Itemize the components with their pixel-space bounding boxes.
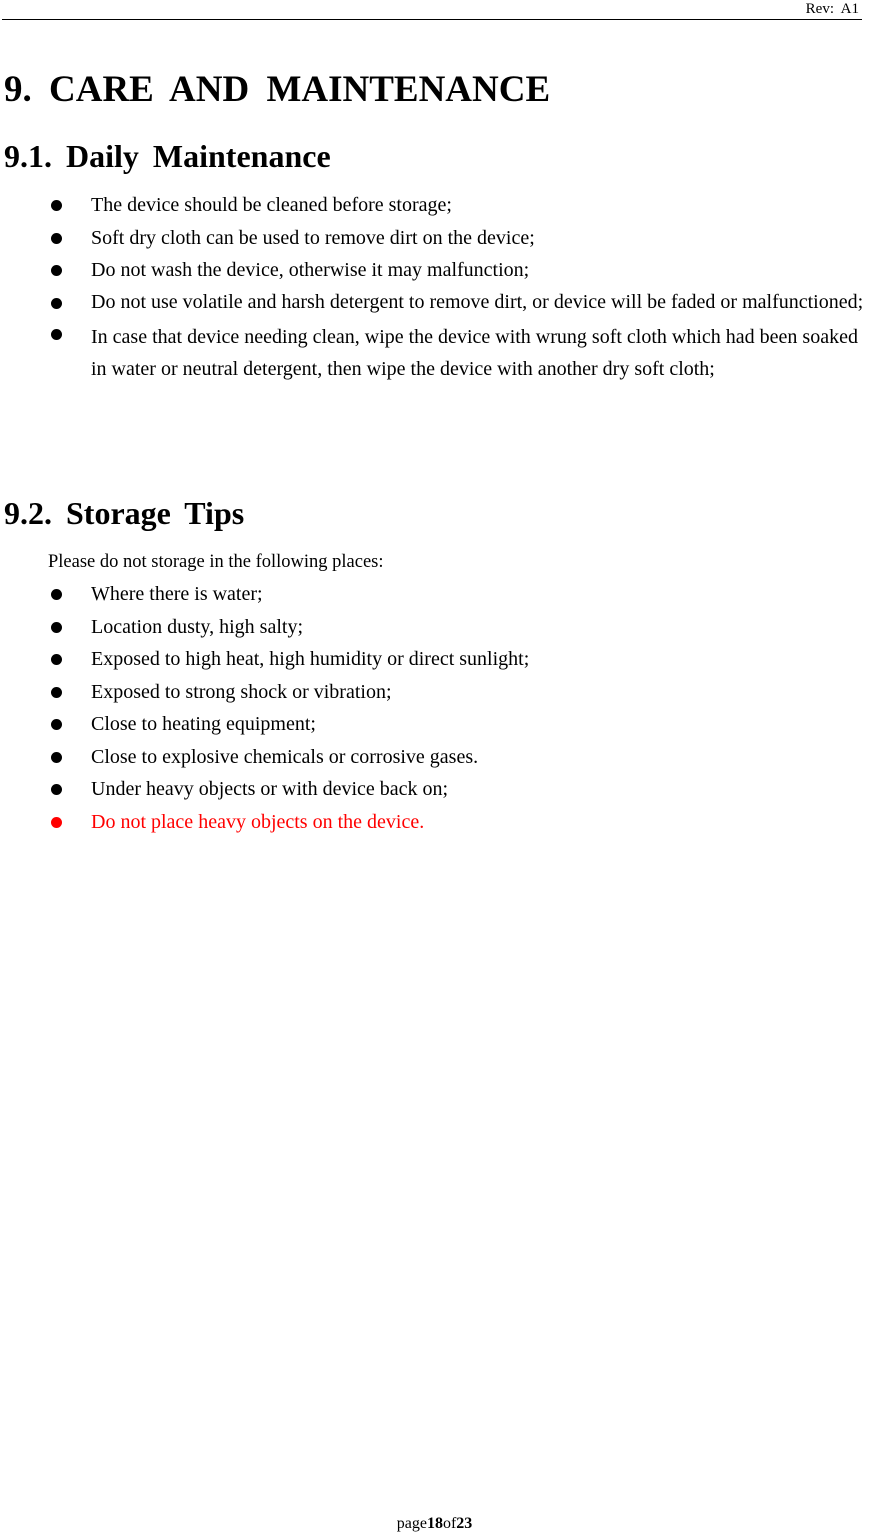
list-item-warning: Do not place heavy objects on the device. bbox=[0, 806, 869, 839]
list-item: Exposed to high heat, high humidity or direct sunlight; bbox=[0, 643, 869, 676]
list-item: Close to explosive chemicals or corrosive gases. bbox=[0, 741, 869, 774]
daily-maintenance-list bbox=[0, 189, 869, 385]
page-prefix: page bbox=[396, 1515, 427, 1532]
revision-label: Rev: A1 bbox=[805, 1, 859, 17]
header-rule bbox=[2, 19, 862, 20]
list-item: Close to heating equipment; bbox=[0, 708, 869, 741]
bullet-icon bbox=[51, 233, 62, 244]
list-item: In case that device needing clean, wipe the device with wrung soft cloth which had been soaked in water or neutral detergent, then wipe the device with another dry soft cloth; bbox=[0, 318, 869, 385]
list-item: Exposed to strong shock or vibration; bbox=[0, 676, 869, 709]
bullet-icon bbox=[51, 265, 62, 276]
daily-maintenance-heading: 9.1. Daily Maintenance bbox=[4, 138, 331, 174]
section-heading: 9. CARE AND MAINTENANCE bbox=[4, 69, 551, 110]
list-item: Do not use volatile and harsh detergent to remove dirt, or device will be faded or malfunctioned; bbox=[0, 287, 869, 318]
list-item: Where there is water; bbox=[0, 578, 869, 611]
storage-tips-list bbox=[0, 578, 869, 838]
bullet-icon bbox=[51, 622, 62, 633]
bullet-icon bbox=[51, 784, 62, 795]
current-page: 18 bbox=[426, 1515, 443, 1532]
list-item: Location dusty, high salty; bbox=[0, 611, 869, 644]
list-item: Under heavy objects or with device back on; bbox=[0, 773, 869, 806]
storage-tips-heading: 9.2. Storage Tips bbox=[4, 495, 245, 531]
bullet-icon bbox=[51, 200, 62, 211]
list-item: Do not wash the device, otherwise it may malfunction; bbox=[0, 254, 869, 287]
bullet-icon bbox=[51, 329, 62, 340]
bullet-icon bbox=[51, 654, 62, 665]
bullet-icon bbox=[51, 298, 62, 309]
bullet-icon bbox=[51, 752, 62, 763]
storage-intro: Please do not storage in the following places: bbox=[48, 552, 384, 572]
page-separator: of bbox=[442, 1515, 457, 1532]
bullet-icon bbox=[51, 687, 62, 698]
bullet-icon bbox=[51, 817, 62, 828]
bullet-icon bbox=[51, 589, 62, 600]
list-item: The device should be cleaned before storage; bbox=[0, 189, 869, 222]
list-item: Soft dry cloth can be used to remove dirt on the device; bbox=[0, 222, 869, 255]
total-pages: 23 bbox=[456, 1515, 473, 1532]
bullet-icon bbox=[51, 719, 62, 730]
page-number bbox=[0, 1514, 869, 1534]
